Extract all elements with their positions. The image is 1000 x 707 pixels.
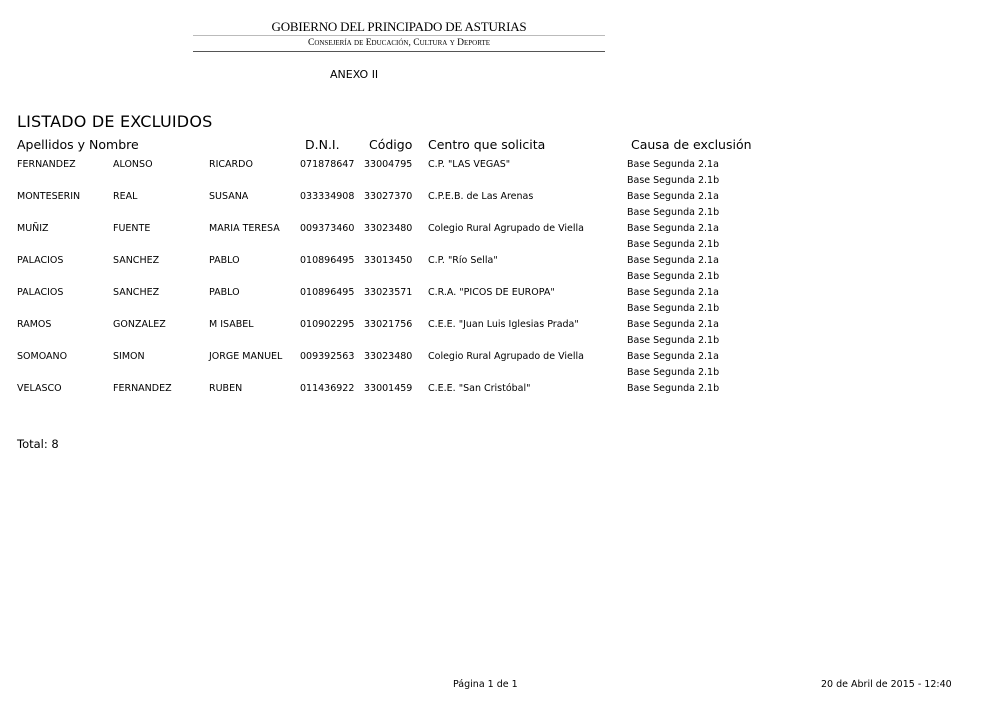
dni-value: 033334908	[300, 191, 355, 202]
centro-value: Colegio Rural Agrupado de Viella	[428, 223, 584, 234]
codigo-value: 33001459	[364, 383, 413, 394]
causa-value: Base Segunda 2.1a	[627, 319, 719, 330]
centro-value: Colegio Rural Agrupado de Viella	[428, 351, 584, 362]
dni-value: 010896495	[300, 255, 355, 266]
first-name: RICARDO	[209, 159, 253, 170]
causa-value: Base Segunda 2.1a	[627, 287, 719, 298]
codigo-value: 33027370	[364, 191, 413, 202]
codigo-value: 33021756	[364, 319, 413, 330]
column-header-centro: Centro que solicita	[428, 137, 546, 152]
header-department: Consejería de Educación, Cultura y Deporte	[307, 38, 491, 48]
dni-value: 071878647	[300, 159, 355, 170]
total-count: Total: 8	[17, 437, 59, 451]
centro-value: C.R.A. "PICOS DE EUROPA"	[428, 287, 555, 298]
codigo-value: 33013450	[364, 255, 413, 266]
header-divider-bottom	[193, 51, 605, 52]
first-name: MARIA TERESA	[209, 223, 280, 234]
causa-value: Base Segunda 2.1a	[627, 223, 719, 234]
centro-value: C.P.E.B. de Las Arenas	[428, 191, 534, 202]
page-number: Página 1 de 1	[453, 679, 518, 690]
causa-value: Base Segunda 2.1b	[627, 335, 720, 346]
centro-value: C.E.E. "Juan Luis Iglesias Prada"	[428, 319, 579, 330]
causa-value: Base Segunda 2.1a	[627, 255, 719, 266]
second-surname: REAL	[113, 191, 138, 202]
causa-value: Base Segunda 2.1b	[627, 367, 720, 378]
first-name: PABLO	[209, 287, 240, 298]
first-name: JORGE MANUEL	[209, 351, 283, 362]
header-divider-top	[193, 35, 605, 36]
first-surname: RAMOS	[17, 319, 52, 330]
centro-value: C.P. "Río Sella"	[428, 255, 498, 266]
codigo-value: 33023571	[364, 287, 413, 298]
causa-value: Base Segunda 2.1b	[627, 271, 720, 282]
first-surname: SOMOANO	[17, 351, 68, 362]
first-surname: PALACIOS	[17, 255, 64, 266]
centro-value: C.P. "LAS VEGAS"	[428, 159, 511, 170]
first-surname: FERNANDEZ	[17, 159, 76, 170]
dni-value: 011436922	[300, 383, 355, 394]
causa-value: Base Segunda 2.1b	[627, 207, 720, 218]
second-surname: FERNANDEZ	[113, 383, 172, 394]
first-name: SUSANA	[209, 191, 249, 202]
causa-value: Base Segunda 2.1b	[627, 175, 720, 186]
dni-value: 009373460	[300, 223, 355, 234]
second-surname: ALONSO	[113, 159, 153, 170]
column-header-causa: Causa de exclusión	[631, 137, 752, 152]
page-title: LISTADO DE EXCLUIDOS	[17, 112, 213, 131]
print-date: 20 de Abril de 2015 - 12:40	[821, 679, 952, 690]
column-header-codigo: Código	[369, 137, 413, 152]
second-surname: GONZALEZ	[113, 319, 166, 330]
first-name: RUBEN	[209, 383, 243, 394]
first-surname: VELASCO	[17, 383, 62, 394]
second-surname: SANCHEZ	[113, 287, 160, 298]
second-surname: SANCHEZ	[113, 255, 160, 266]
anexo-label: ANEXO II	[330, 68, 379, 81]
codigo-value: 33023480	[364, 351, 413, 362]
header-government: GOBIERNO DEL PRINCIPADO DE ASTURIAS	[271, 19, 527, 34]
column-header-name: Apellidos y Nombre	[17, 137, 139, 152]
causa-value: Base Segunda 2.1a	[627, 191, 719, 202]
causa-value: Base Segunda 2.1b	[627, 383, 720, 394]
causa-value: Base Segunda 2.1a	[627, 159, 719, 170]
causa-value: Base Segunda 2.1a	[627, 351, 719, 362]
dni-value: 009392563	[300, 351, 355, 362]
column-header-dni: D.N.I.	[305, 137, 340, 152]
codigo-value: 33023480	[364, 223, 413, 234]
first-surname: MONTESERIN	[17, 191, 81, 202]
causa-value: Base Segunda 2.1b	[627, 239, 720, 250]
second-surname: FUENTE	[113, 223, 151, 234]
second-surname: SIMON	[113, 351, 145, 362]
first-name: PABLO	[209, 255, 240, 266]
causa-value: Base Segunda 2.1b	[627, 303, 720, 314]
first-surname: MUÑIZ	[17, 223, 49, 234]
first-surname: PALACIOS	[17, 287, 64, 298]
first-name: M ISABEL	[209, 319, 254, 330]
codigo-value: 33004795	[364, 159, 413, 170]
dni-value: 010902295	[300, 319, 355, 330]
dni-value: 010896495	[300, 287, 355, 298]
centro-value: C.E.E. "San Cristóbal"	[428, 383, 531, 394]
